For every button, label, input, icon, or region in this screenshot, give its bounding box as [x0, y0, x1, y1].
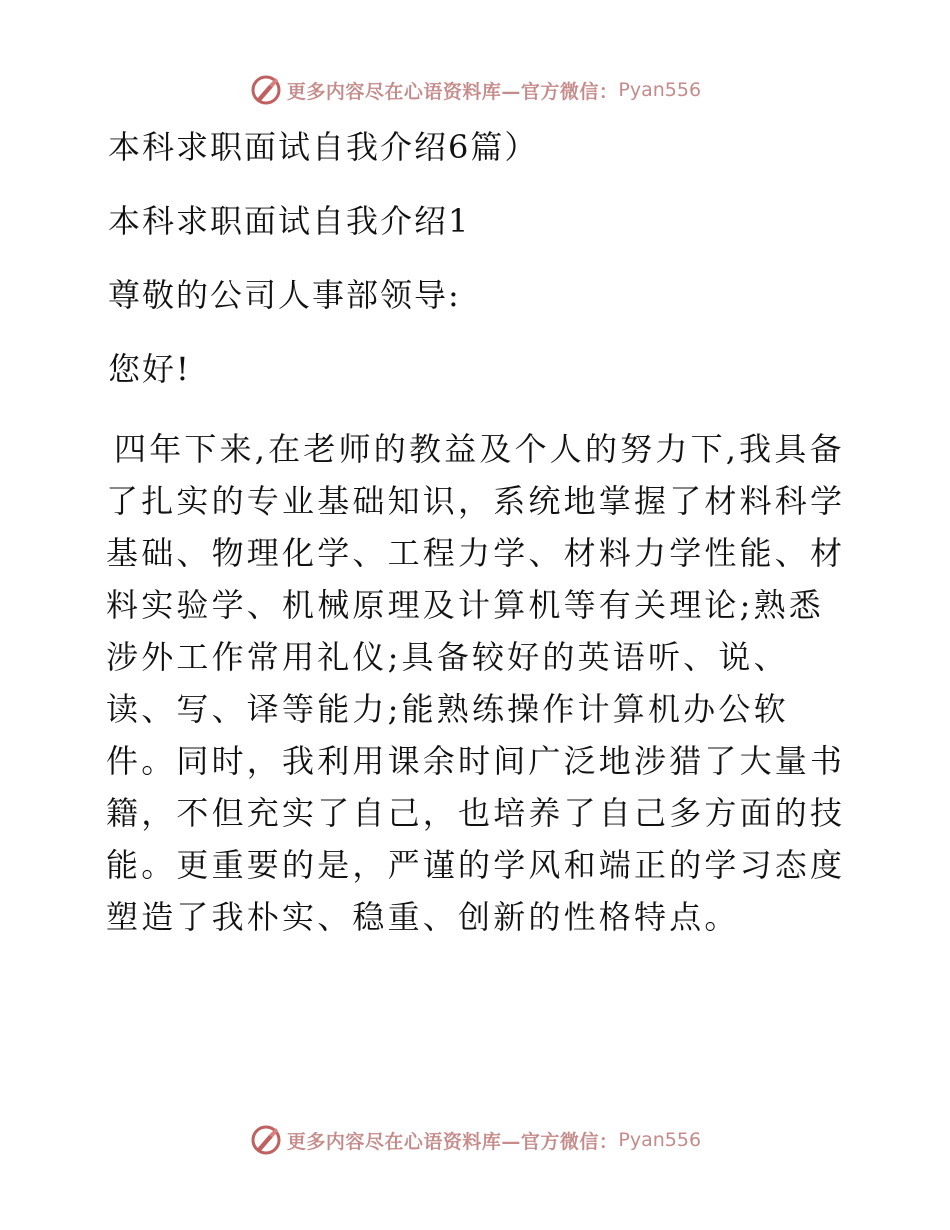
wechat-id: Pyan556 [618, 1129, 702, 1151]
document-title: 本科求职面试自我介绍6篇） [108, 128, 539, 166]
banner-text: 更多内容尽在心语资料库—官方微信： [286, 80, 619, 103]
banner-text: 更多内容尽在心语资料库—官方微信： [286, 1130, 619, 1153]
body-paragraph: 四年下来,在老师的教益及个人的努力下,我具备了扎实的专业基础知识，系统地掌握了材料科学基础、物理化学、工程力学、材料力学性能、材料实验学、机械原理及计算机等有关理论;熟悉涉外工作常用礼仪;具备较好的英语听、说、读、写、译等能力;能熟练操作计算机办公软件。同时，我利用课余时间广泛地涉猎了大量书籍，不但充实了自己，也培养了自己多方面的技能。更重要的是，严谨的学风和端正的学习态度塑造了我朴实、稳重、创新的性格特点。 [106, 430, 846, 936]
wechat-id: Pyan556 [618, 79, 702, 101]
pen-logo-icon [249, 1123, 283, 1157]
header-banner [0, 70, 950, 110]
greeting: 您好! [108, 350, 191, 388]
pen-logo-icon [249, 73, 283, 107]
document-subtitle: 本科求职面试自我介绍1 [108, 202, 471, 240]
salutation: 尊敬的公司人事部领导: [108, 276, 461, 314]
footer-banner [0, 1120, 950, 1160]
